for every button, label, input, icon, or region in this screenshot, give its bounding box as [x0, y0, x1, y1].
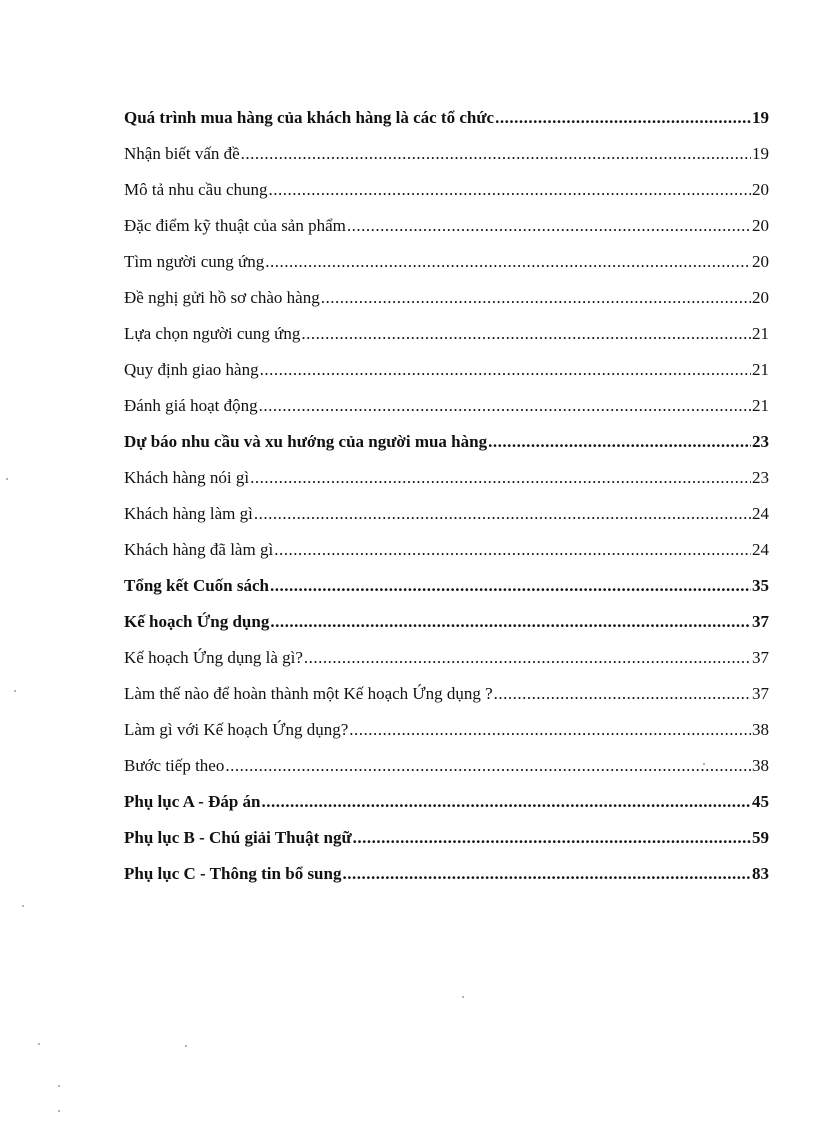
toc-entry-title: Khách hàng nói gì — [124, 468, 250, 487]
toc-entry-page-number: 35 — [752, 576, 769, 595]
toc-entry-title: Làm thế nào để hoàn thành một Kế hoạch Ứng dụng ? — [124, 684, 493, 703]
toc-entry-title: Tổng kết Cuốn sách — [124, 576, 270, 595]
scan-speck — [58, 1085, 60, 1087]
toc-entry-title: Làm gì với Kế hoạch Ứng dụng? — [124, 720, 349, 739]
scan-speck — [58, 1110, 60, 1112]
toc-section-entry — [124, 604, 769, 640]
toc-dot-leader — [495, 100, 751, 136]
toc-dot-leader — [270, 604, 751, 640]
toc-entry-title: Quá trình mua hàng của khách hàng là các tổ chức — [124, 108, 495, 127]
scan-speck — [22, 905, 24, 907]
toc-entry-page-number: 23 — [752, 432, 769, 451]
toc-entry-page-number: 21 — [752, 396, 769, 415]
toc-dot-leader — [254, 496, 751, 532]
toc-dot-leader — [250, 460, 751, 496]
toc-entry-title: Nhận biết vấn đề — [124, 144, 240, 163]
toc-section-entry — [124, 568, 769, 604]
toc-dot-leader — [304, 640, 751, 676]
toc-entry-page-number: 21 — [752, 324, 769, 343]
toc-entry-page-number: 19 — [752, 108, 769, 127]
scan-speck — [6, 478, 8, 480]
toc-entry — [124, 496, 769, 532]
toc-entry-page-number: 20 — [752, 288, 769, 307]
scan-speck — [703, 763, 705, 765]
toc-entry — [124, 748, 769, 784]
toc-dot-leader — [321, 280, 751, 316]
toc-entry-title: Kế hoạch Ứng dụng là gì? — [124, 648, 303, 667]
toc-dot-leader — [488, 424, 751, 460]
toc-entry-title: Lựa chọn người cung ứng — [124, 324, 301, 343]
toc-entry — [124, 640, 769, 676]
toc-dot-leader — [274, 532, 751, 568]
toc-dot-leader — [262, 784, 751, 820]
toc-entry — [124, 208, 769, 244]
toc-section-entry — [124, 424, 769, 460]
toc-entry-page-number: 37 — [752, 612, 769, 631]
toc-entry-page-number: 37 — [752, 684, 769, 703]
toc-entry — [124, 172, 769, 208]
toc-section-entry — [124, 820, 769, 856]
toc-entry-page-number: 19 — [752, 144, 769, 163]
toc-entry-page-number: 38 — [752, 720, 769, 739]
toc-dot-leader — [347, 208, 751, 244]
toc-entry-title: Phụ lục A - Đáp án — [124, 792, 261, 811]
toc-entry-page-number: 37 — [752, 648, 769, 667]
toc-entry-title: Kế hoạch Ứng dụng — [124, 612, 270, 631]
toc-section-entry — [124, 784, 769, 820]
toc-entry-page-number: 83 — [752, 864, 769, 883]
toc-dot-leader — [259, 388, 751, 424]
toc-entry-title: Bước tiếp theo — [124, 756, 225, 775]
toc-entry-page-number: 45 — [752, 792, 769, 811]
toc-dot-leader — [225, 748, 751, 784]
scan-speck — [462, 996, 464, 998]
toc-entry — [124, 316, 769, 352]
toc-entry-title: Tìm người cung ứng — [124, 252, 265, 271]
toc-entry-page-number: 24 — [752, 504, 769, 523]
scan-speck — [185, 1045, 187, 1047]
toc-entry-title: Đề nghị gửi hồ sơ chào hàng — [124, 288, 320, 307]
toc-entry — [124, 136, 769, 172]
toc-entry-page-number: 20 — [752, 180, 769, 199]
toc-dot-leader — [342, 856, 751, 892]
toc-dot-leader — [269, 172, 751, 208]
toc-section-entry — [124, 100, 769, 136]
toc-entry-page-number: 38 — [752, 756, 769, 775]
toc-section-entry — [124, 856, 769, 892]
toc-entry — [124, 460, 769, 496]
toc-entry-page-number: 23 — [752, 468, 769, 487]
toc-entry-page-number: 20 — [752, 252, 769, 271]
toc-entry — [124, 244, 769, 280]
toc-entry-title: Quy định giao hàng — [124, 360, 259, 379]
toc-dot-leader — [270, 568, 751, 604]
toc-dot-leader — [265, 244, 751, 280]
toc-dot-leader — [349, 712, 751, 748]
toc-entry-title: Phụ lục B - Chú giải Thuật ngữ — [124, 828, 352, 847]
toc-entry — [124, 388, 769, 424]
toc-entry — [124, 532, 769, 568]
toc-entry-title: Khách hàng làm gì — [124, 504, 253, 523]
toc-entry-title: Đánh giá hoạt động — [124, 396, 258, 415]
toc-entry-page-number: 20 — [752, 216, 769, 235]
toc-dot-leader — [301, 316, 751, 352]
toc-entry-page-number: 24 — [752, 540, 769, 559]
toc-entry-title: Phụ lục C - Thông tin bổ sung — [124, 864, 342, 883]
toc-entry — [124, 712, 769, 748]
toc-entry-page-number: 21 — [752, 360, 769, 379]
toc-entry-title: Khách hàng đã làm gì — [124, 540, 274, 559]
toc-entry — [124, 280, 769, 316]
toc-entry-title: Dự báo nhu cầu và xu hướng của người mua hàng — [124, 432, 488, 451]
toc-dot-leader — [241, 136, 751, 172]
table-of-contents — [124, 100, 769, 892]
toc-dot-leader — [494, 676, 751, 712]
toc-entry — [124, 676, 769, 712]
toc-dot-leader — [353, 820, 751, 856]
toc-entry-title: Đặc điểm kỹ thuật của sản phẩm — [124, 216, 346, 235]
scan-speck — [38, 1043, 40, 1045]
toc-entry-title: Mô tả nhu cầu chung — [124, 180, 268, 199]
toc-dot-leader — [260, 352, 751, 388]
toc-entry-page-number: 59 — [752, 828, 769, 847]
scan-speck — [14, 690, 16, 692]
toc-entry — [124, 352, 769, 388]
